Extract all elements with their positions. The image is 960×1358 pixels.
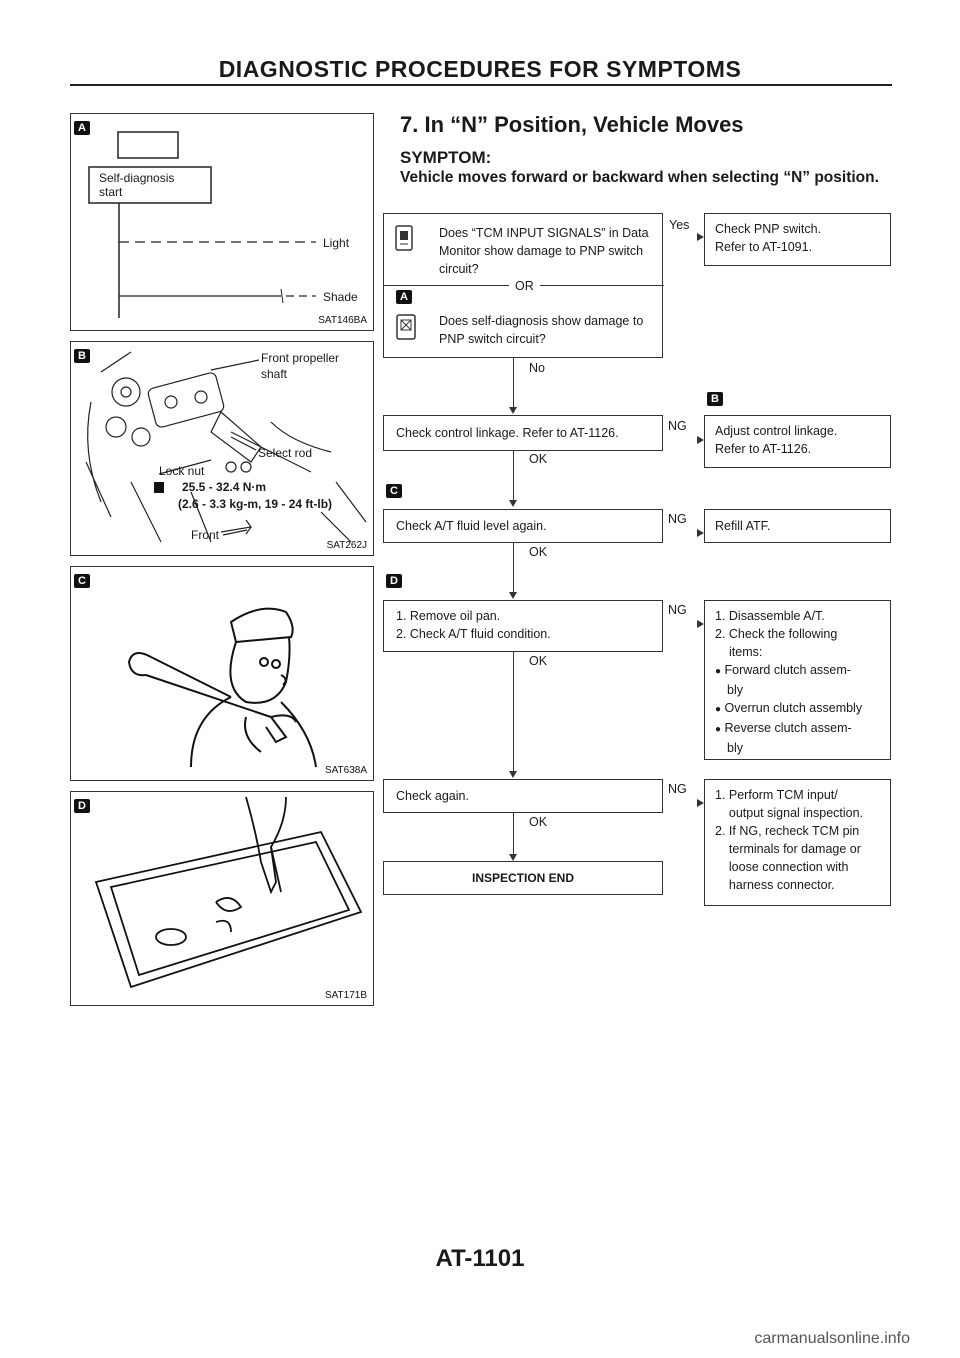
arrow-right	[697, 233, 704, 241]
fig-b-prop-label: Front propeller shaft	[261, 351, 340, 381]
fig-b-torque1: 25.5 - 32.4 N·m	[182, 480, 267, 494]
mechanic-checking-dipstick-illustration	[71, 567, 373, 780]
step4-action-line: bly	[727, 741, 743, 755]
step4-action-bullet-item	[715, 699, 880, 719]
figure-tag: B	[74, 349, 90, 363]
step4-action-line: 1. Disassemble A/T.	[715, 609, 825, 623]
figure-id: SAT146BA	[318, 315, 367, 326]
site-watermark: carmanualsonline.info	[754, 1330, 910, 1347]
bullet-text: Reverse clutch assem-	[724, 721, 852, 735]
bullet: ●	[715, 666, 722, 677]
step4-action-box	[704, 600, 891, 760]
step3-action-box: Refill ATF.	[704, 509, 891, 543]
arrow-right	[697, 436, 704, 444]
figure-d	[70, 791, 374, 1006]
figure-tag: D	[74, 799, 90, 813]
step4-tag: D	[386, 574, 402, 588]
fig-a-shade-label: Shade	[323, 290, 358, 304]
consult-device-icon	[394, 224, 416, 254]
self-diagnosis-icon	[394, 313, 420, 343]
connector	[513, 358, 514, 408]
step1-tag: A	[396, 290, 412, 304]
inspection-end-box: INSPECTION END	[383, 861, 663, 895]
step4-box: 1. Remove oil pan. 2. Check A/T fluid condition.	[383, 600, 663, 652]
arrow-right	[697, 799, 704, 807]
step5-box: Check again.	[383, 779, 663, 813]
step4-action-bullet-item	[715, 661, 880, 681]
figure-a	[70, 113, 374, 331]
arrow-down	[509, 407, 517, 414]
arrow-right	[697, 529, 704, 537]
fig-a-light-label: Light	[323, 236, 350, 250]
step1-action-box: Check PNP switch. Refer to AT-1091.	[704, 213, 891, 266]
connector	[513, 813, 514, 855]
step1-question2: Does self-diagnosis show damage to PNP switch circuit?	[439, 314, 644, 346]
bullet-text: Forward clutch assem-	[724, 663, 851, 677]
connector	[513, 543, 514, 593]
connector	[513, 652, 514, 772]
step2-ok-label: OK	[529, 452, 548, 466]
or-label: OR	[509, 277, 540, 295]
step4-ng-label: NG	[668, 603, 687, 617]
step1-no-label: No	[529, 361, 545, 375]
page-number: AT-1101	[435, 1245, 525, 1272]
arrow-down	[509, 854, 517, 861]
header-rule	[70, 84, 892, 86]
figure-tag: A	[74, 121, 90, 135]
step4-action-line: bly	[727, 683, 743, 697]
bullet: ●	[715, 704, 722, 715]
step1-box	[383, 213, 663, 358]
fig-b-rod-label: Select rod	[258, 446, 313, 460]
step5-action-box: 1. Perform TCM input/ output signal inspection. 2. If NG, recheck TCM pin terminals for damage or loose connection with harness connector.	[704, 779, 891, 906]
page-header-title: DIAGNOSTIC PROCEDURES FOR SYMPTOMS	[218, 56, 742, 82]
step4-action-line: items:	[729, 645, 763, 659]
step2-box: Check control linkage. Refer to AT-1126.	[383, 415, 663, 451]
step4-action-bullet-item	[715, 719, 880, 739]
step2-ng-label: NG	[668, 419, 687, 433]
symptom-heading: SYMPTOM:	[400, 148, 492, 167]
arrow-down	[509, 500, 517, 507]
arrow-right	[697, 620, 704, 628]
step2-action-box: Adjust control linkage. Refer to AT-1126.	[704, 415, 891, 468]
step3-ok-label: OK	[529, 545, 548, 559]
bullet-text: Overrun clutch assembly	[724, 701, 863, 715]
bullet: ●	[715, 724, 722, 735]
step5-ng-label: NG	[668, 782, 687, 796]
step4-action-line: 2. Check the following	[715, 627, 838, 641]
oil-pan-inspection-illustration	[71, 792, 373, 1005]
connector	[513, 451, 514, 501]
figure-b	[70, 341, 374, 556]
step1-yes-label: Yes	[669, 218, 690, 232]
step3-box: Check A/T fluid level again.	[383, 509, 663, 543]
figure-tag: C	[74, 574, 90, 588]
arrow-down	[509, 592, 517, 599]
figure-id: SAT262J	[326, 540, 367, 551]
figure-c	[70, 566, 374, 781]
fig-b-front-label: Front	[191, 528, 220, 542]
section-title: 7. In “N” Position, Vehicle Moves	[400, 112, 744, 137]
fig-b-torque2: (2.6 - 3.3 kg-m, 19 - 24 ft-lb)	[178, 497, 333, 511]
step1-question1: Does “TCM INPUT SIGNALS” in Data Monitor show damage to PNP switch circuit?	[439, 226, 649, 276]
step5-ok-label: OK	[529, 815, 548, 829]
step2-tag: B	[707, 392, 723, 406]
step3-ng-label: NG	[668, 512, 687, 526]
symptom-description: Vehicle moves forward or backward when selecting “N” position.	[400, 169, 879, 186]
figure-id: SAT638A	[324, 765, 367, 776]
fig-a-box-label: Self-diagnosis start	[99, 171, 175, 199]
fig-b-nut-label: Lock nut	[159, 464, 205, 478]
figure-id: SAT171B	[324, 990, 367, 1001]
arrow-down	[509, 771, 517, 778]
step3-tag: C	[386, 484, 402, 498]
step4-ok-label: OK	[529, 654, 548, 668]
